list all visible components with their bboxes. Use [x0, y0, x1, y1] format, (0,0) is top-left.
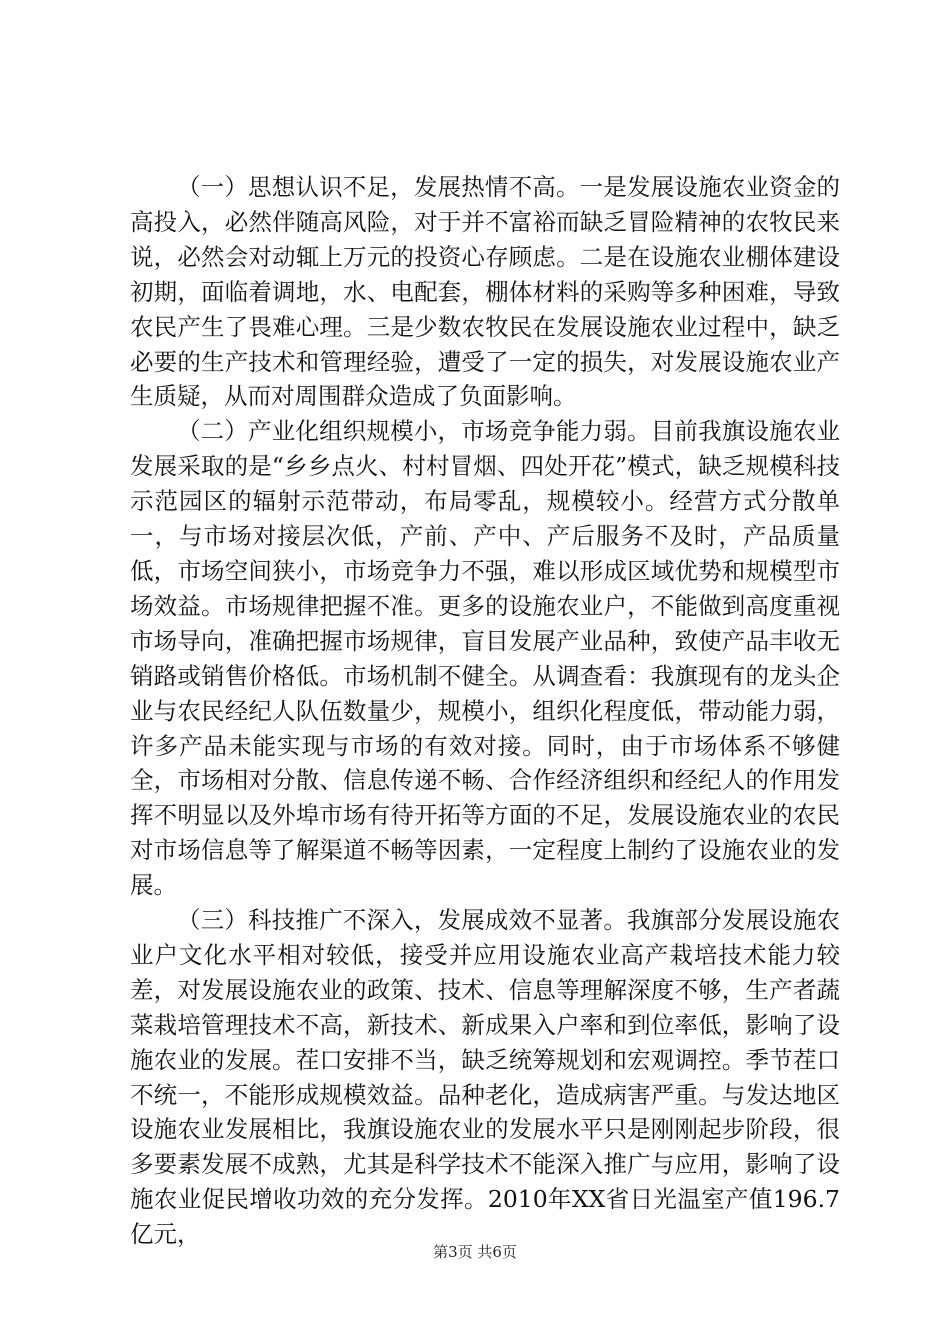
document-body	[130, 170, 840, 1252]
paragraph-2: （二）产业化组织规模小，市场竞争能力弱。目前我旗设施农业发展采取的是“乡乡点火、村村冒烟、四处开花”模式，缺乏规模科技示范园区的辐射示范带动，布局零乱，规模较小。经营方式分散单一，与市场对接层次低，产前、产中、产后服务不及时，产品质量低，市场空间狭小，市场竞争力不强，难以形成区域优势和规模型市场效益。市场规律把握不准。更多的设施农业户，不能做到高度重视市场导向，准确把握市场规律，盲目发展产业品种，致使产品丰收无销路或销售价格低。市场机制不健全。从调查看：我旗现有的龙头企业与农民经纪人队伍数量少，规模小，组织化程度低，带动能力弱，许多产品未能实现与市场的有效对接。同时，由于市场体系不够健全，市场相对分散、信息传递不畅、合作经济组织和经纪人的作用发挥不明显以及外埠市场有待开拓等方面的不足，发展设施农业的农民对市场信息等了解渠道不畅等因素，一定程度上制约了设施农业的发展。	[130, 417, 840, 900]
paragraph-3: （三）科技推广不深入，发展成效不显著。我旗部分发展设施农业户文化水平相对较低，接受并应用设施农业高产栽培技术能力较差，对发展设施农业的政策、技术、信息等理解深度不够，生产者蔬菜栽培管理技术不高，新技术、新成果入户率和到位率低，影响了设施农业的发展。茬口安排不当，缺乏统筹规划和宏观调控。季节茬口不统一，不能形成规模效益。品种老化，造成病害严重。与发达地区设施农业发展相比，我旗设施农业的发展水平只是刚刚起步阶段，很多要素发展不成熟，尤其是科学技术不能深入推广与应用，影响了设施农业促民增收功效的充分发挥。2010年XX省日光温室产值196.7亿元，	[130, 906, 840, 1249]
paragraph-1: （一）思想认识不足，发展热情不高。一是发展设施农业资金的高投入，必然伴随高风险，对于并不富裕而缺乏冒险精神的农牧民来说，必然会对动辄上万元的投资心存顾虑。二是在设施农业棚体建设初期，面临着调地，水、电配套，棚体材料的采购等多种困难，导致农民产生了畏难心理。三是少数农牧民在发展设施农业过程中，缺乏必要的生产技术和管理经验，遭受了一定的损失，对发展设施农业产生质疑，从而对周围群众造成了负面影响。	[130, 173, 840, 411]
page-number-footer: 第3页 共6页	[433, 1243, 517, 1261]
